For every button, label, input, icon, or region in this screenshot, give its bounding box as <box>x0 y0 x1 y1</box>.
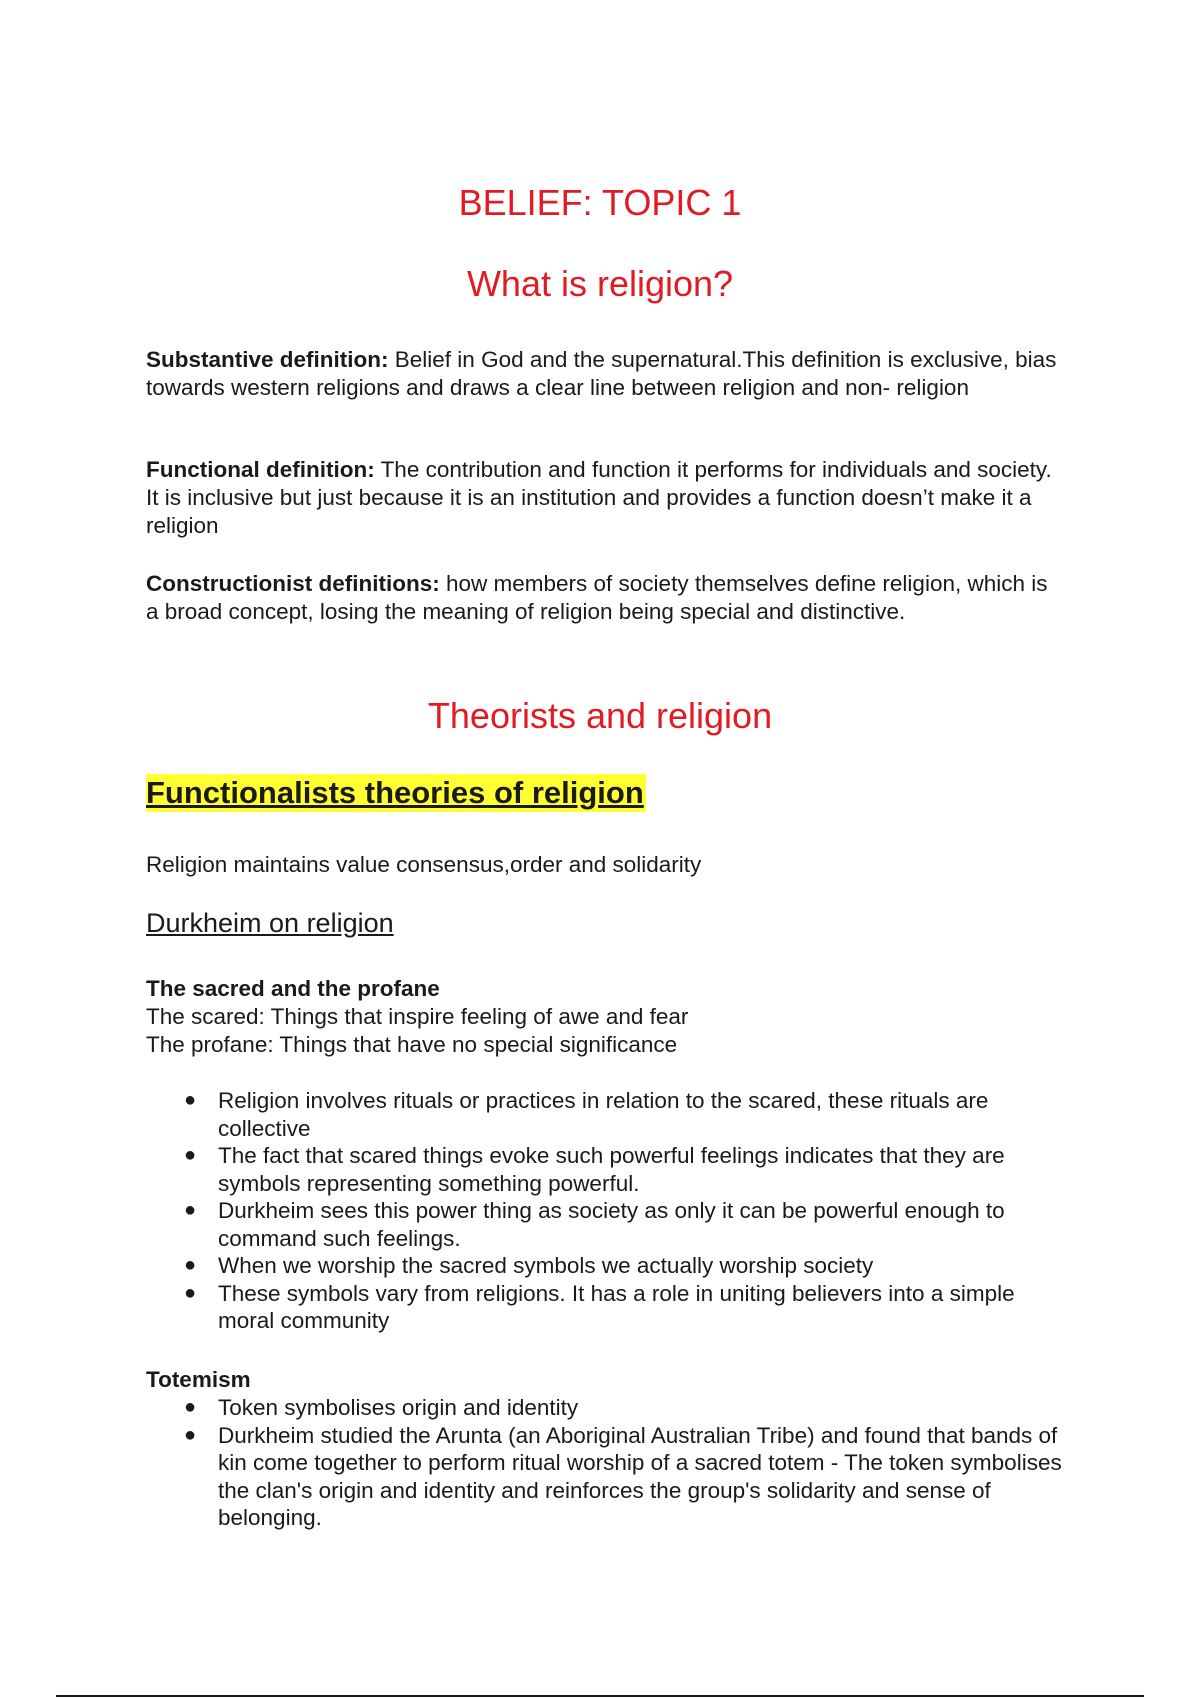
bullet-icon: ● <box>184 1199 197 1221</box>
definition-term: Functional definition: <box>146 457 375 482</box>
list-item: ● These symbols vary from religions. It has a role in uniting believers into a simple moral community <box>184 1280 1015 1333</box>
sacred-profane-block <box>146 975 1066 1059</box>
definition-text: how members of society themselves define religion, which is a broad concept, losing the meaning of religion being special and distinctive. <box>146 571 1048 624</box>
totemism-bullet-list <box>146 1394 1066 1532</box>
definition-term: Constructionist definitions: <box>146 571 440 596</box>
list-item: ● When we worship the sacred symbols we actually worship society <box>184 1253 874 1278</box>
substantive-definition <box>146 346 1066 402</box>
section-title: Theorists and religion <box>427 695 773 736</box>
list-item: ● Religion involves rituals or practices in relation to the scared, these rituals are collective <box>184 1088 989 1141</box>
functional-definition-block <box>146 456 1066 540</box>
durkheim-bullet-list <box>146 1087 1066 1335</box>
footer-divider <box>56 1695 1144 1697</box>
list-item: ● The fact that scared things evoke such powerful feelings indicates that they are symbols representing something powerful. <box>184 1143 1005 1196</box>
definition-term: Substantive definition: <box>146 347 389 372</box>
profane-line: The profane: Things that have no special significance <box>146 1032 678 1057</box>
question-title: What is religion? <box>466 263 734 304</box>
list-item: ● Token symbolises origin and identity <box>184 1395 579 1420</box>
definitions-block <box>146 346 1066 402</box>
bullet-icon: ● <box>184 1281 197 1304</box>
totemism-heading: Totemism <box>146 1367 251 1392</box>
functionalists-heading: Functionalists theories of religion <box>146 775 644 810</box>
topic-title: BELIEF: TOPIC 1 <box>458 182 742 223</box>
durkheim-heading: Durkheim on religion <box>146 908 394 938</box>
constructionist-definition <box>146 570 1066 626</box>
functional-definition <box>146 456 1066 540</box>
list-item: ● Durkheim studied the Arunta (an Aboriginal Australian Tribe) and found that bands of kin come together to perform ritual worship of a sacred totem - The token symbolises the clan's origin and identity and reinforces the group's solidarity and sense of belonging. <box>184 1422 1062 1530</box>
constructionist-definition-block <box>146 570 1066 626</box>
list-item: ● Durkheim sees this power thing as society as only it can be powerful enough to command such feelings. <box>184 1198 1005 1251</box>
bullet-icon: ● <box>184 1144 197 1166</box>
bullet-icon: ● <box>184 1254 197 1276</box>
functionalists-intro: Religion maintains value consensus,order and solidarity <box>146 852 702 877</box>
sacred-profane-heading: The sacred and the profane <box>146 976 440 1001</box>
definition-text: Belief in God and the supernatural.This definition is exclusive, bias towards western religions and draws a clear line between religion and non- religion <box>146 347 1057 400</box>
bullet-icon: ● <box>184 1396 197 1418</box>
bullet-icon: ● <box>184 1423 197 1446</box>
bullet-icon: ● <box>184 1089 197 1111</box>
definition-text: The contribution and function it performs for individuals and society. It is inclusive but just because it is an institution and provides a function doesn’t make it a religion <box>146 457 1052 538</box>
sacred-line: The scared: Things that inspire feeling of awe and fear <box>146 1004 689 1029</box>
